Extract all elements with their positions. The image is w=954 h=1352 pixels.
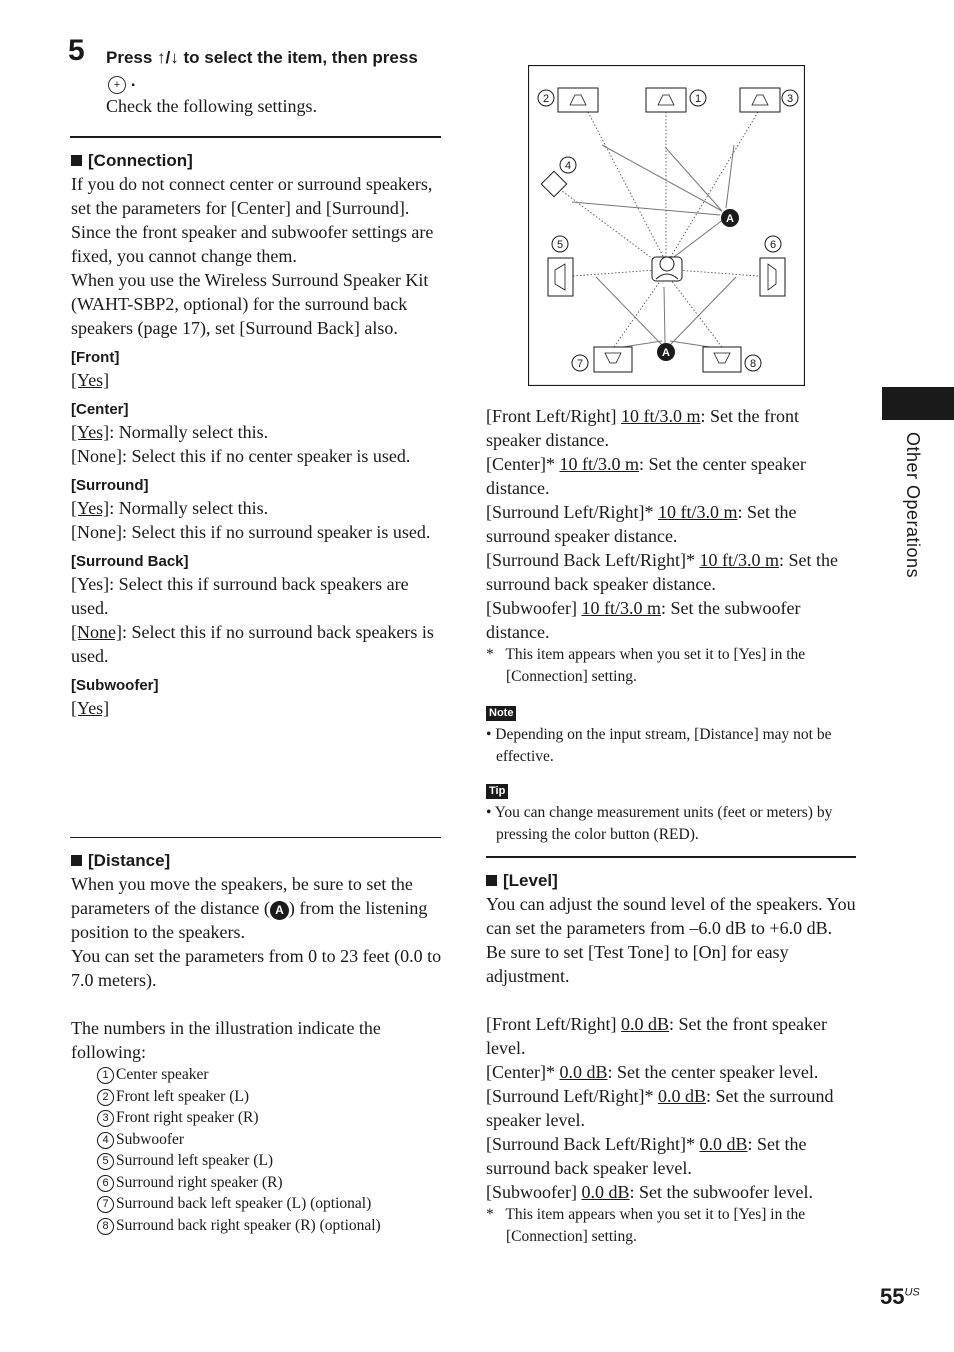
setting-label: [Front Left/Right] [486,406,621,426]
surround-none: [None]: Select this if no surround speaker is used. [71,522,431,542]
setting-description: : Set the center speaker level. [607,1062,819,1082]
front-label: [Front] [71,349,120,366]
distance-settings-list [486,404,856,644]
step-title-text: Press ↑/↓ to select the item, then press [106,48,418,67]
number-circle-icon: 6 [97,1175,114,1192]
number-circle-icon: 4 [97,1132,114,1149]
tip-text: • You can change measurement units (feet or meters) by pressing the color button (RED). [486,804,833,843]
diagram-label-8: 8 [749,358,757,370]
setting-description: : Set the subwoofer distance. [486,598,801,642]
note-text: • Depending on the input stream, [Distance] may not be effective. [486,726,832,765]
setting-default-value: 10 ft/3.0 m [657,502,738,522]
setting-label: [Center]* [486,454,560,474]
legend-item [97,1129,443,1151]
distance-para1-a: When you move the speakers, be sure to set the parameters of the distance ( [71,874,413,918]
page-suffix: US [904,1286,920,1299]
center-yes: [Yes] [71,422,110,442]
distance-heading [71,850,443,872]
speaker-diagram [528,65,805,386]
enter-button-icon: + [108,76,126,94]
center-speaker-icon [646,88,686,112]
connection-para1: If you do not connect center or surround speakers, set the parameters for [Center] and [Surround]. Since the front speaker and subwoofer settings are fixed, you cannot change them. [71,174,434,266]
legend-text: Front left speaker (L) [116,1087,249,1105]
legend-text: Surround right speaker (R) [116,1173,283,1191]
marker-a-icon: A [270,901,289,920]
footnote-mark: * [486,646,494,663]
setting-description: : Set the front speaker level. [486,1014,827,1058]
subwoofer-label: [Subwoofer] [71,677,159,694]
setting-description: : Set the front speaker distance. [486,406,799,450]
number-circle-icon: 5 [97,1153,114,1170]
listener-icon [652,257,682,281]
footnote-text: This item appears when you set it to [Yes] in the [Connection] setting. [505,1206,806,1245]
diagram-label-2: 2 [542,93,550,105]
setting-label: [Subwoofer] [486,1182,582,1202]
setting-line [486,500,856,548]
distance-para1-b: ) from the listening position to the speakers. [71,898,428,942]
legend-item [97,1172,443,1194]
setting-line [486,548,856,596]
surround-back-yes: [Yes]: Select this if surround back speakers are used. [71,574,409,618]
step-subtitle: Check the following settings. [106,96,317,116]
legend-text: Subwoofer [116,1130,185,1148]
surround-back-none: [None] [71,622,122,642]
front-right-speaker-icon [740,88,780,112]
surround-right-speaker-icon [760,258,785,296]
setting-default-value: 0.0 dB [581,1182,630,1202]
step-title-end: . [130,71,136,90]
surround-yes-desc: : Normally select this. [109,498,269,518]
setting-default-value: 10 ft/3.0 m [581,598,661,618]
legend-text: Surround back right speaker (R) (optional) [116,1216,381,1234]
legend-text: Front right speaker (R) [116,1109,259,1126]
front-yes: [Yes] [71,370,110,390]
step-title [106,46,446,94]
setting-description: : Set the center speaker distance. [486,454,806,498]
surround-back-none-desc: : Select this if no surround back speakers is used. [71,622,434,666]
setting-description: : Set the subwoofer level. [629,1182,813,1202]
setting-line [486,1084,856,1132]
setting-description: : Set the surround back speaker distance. [486,550,838,594]
center-none: [None]: Select this if no center speaker is used. [71,446,411,466]
square-bullet-icon [71,155,82,166]
note-label: Note [486,706,516,721]
square-bullet-icon [486,875,497,886]
divider [70,136,441,138]
distance-para3: The numbers in the illustration indicate the following: [71,1018,381,1062]
level-heading-text: [Level] [503,871,558,890]
surround-label: [Surround] [71,477,149,494]
distance-settings [486,404,856,687]
legend-item [97,1107,443,1129]
footnote-text: This item appears when you set it to [Yes] in the [Connection] setting. [505,646,806,685]
setting-default-value: 10 ft/3.0 m [559,454,639,474]
level-footnote [486,1204,856,1247]
distance-para2: You can set the parameters from 0 to 23 feet (0.0 to 7.0 meters). [71,946,442,990]
level-heading [486,870,856,892]
legend-item [97,1086,443,1108]
setting-default-value: 0.0 dB [699,1134,748,1154]
surround-back-right-speaker-icon [703,347,741,372]
legend-item [97,1150,443,1172]
setting-default-value: 0.0 dB [620,1014,669,1034]
setting-label: [Surround Left/Right]* [486,1086,658,1106]
setting-description: : Set the surround back speaker level. [486,1134,807,1178]
square-bullet-icon [71,855,82,866]
distance-para1 [71,872,443,944]
legend-item [97,1193,443,1215]
legend-text: Surround back left speaker (L) (optional) [116,1195,372,1212]
setting-label: [Front Left/Right] [486,1014,621,1034]
tip-block [486,781,856,845]
diagram-label-7: 7 [576,358,584,370]
surround-left-speaker-icon [548,258,573,296]
page-number [880,1284,920,1310]
note-block [486,703,856,767]
setting-label: [Surround Back Left/Right]* [486,1134,700,1154]
divider [486,856,856,858]
distance-section [71,850,443,1236]
setting-description: : Set the surround speaker level. [486,1086,834,1130]
number-circle-icon: 7 [97,1196,114,1213]
tip-label: Tip [486,784,508,799]
level-para1: You can adjust the sound level of the speakers. You can set the parameters from –6.0 dB to +6.0 dB. Be sure to set [Test Tone] to [On] for easy adjustment. [486,894,856,986]
setting-label: [Surround Back Left/Right]* [486,550,700,570]
surround-back-label: [Surround Back] [71,553,189,570]
connection-section [71,150,443,720]
setting-label: [Surround Left/Right]* [486,502,658,522]
speaker-legend [97,1064,443,1236]
legend-text: Surround left speaker (L) [116,1152,274,1169]
level-settings-list [486,1012,856,1204]
setting-line [486,596,856,644]
section-tab-label: Other Operations [903,432,923,579]
diagram-label-3: 3 [786,93,794,105]
legend-text: Center speaker [116,1066,209,1083]
number-circle-icon: 3 [97,1110,114,1127]
center-label: [Center] [71,401,129,418]
speaker-diagram-svg [528,65,805,386]
setting-line [486,452,856,500]
number-circle-icon: 2 [97,1089,114,1106]
setting-default-value: 0.0 dB [657,1086,706,1106]
legend-item [97,1215,443,1237]
legend-item [97,1064,443,1086]
setting-line [486,1132,856,1180]
diagram-label-5: 5 [556,239,564,251]
step-number: 5 [68,34,85,67]
setting-label: [Center]* [486,1062,560,1082]
divider [70,837,441,838]
surround-back-left-speaker-icon [594,347,632,372]
setting-line [486,404,856,452]
distance-heading-text: [Distance] [88,851,171,870]
connection-heading [71,150,443,172]
diagram-marker-a-top: A [726,213,734,225]
front-left-speaker-icon [558,88,598,112]
distance-footnote [486,644,856,687]
setting-default-value: 10 ft/3.0 m [699,550,779,570]
connection-heading-text: [Connection] [88,151,193,170]
setting-default-value: 0.0 dB [559,1062,608,1082]
footnote-mark: * [486,1206,494,1223]
setting-label: [Subwoofer] [486,598,582,618]
surround-yes: [Yes] [71,498,110,518]
level-section [486,870,856,1247]
center-yes-desc: : Normally select this. [109,422,269,442]
connection-para2: When you use the Wireless Surround Speaker Kit (WAHT-SBP2, optional) for the surround back speakers (page 17), set [Surround Back] also. [71,270,429,338]
diagram-label-4: 4 [564,160,572,172]
page-number-text: 55 [880,1284,905,1309]
diagram-marker-a-bottom: A [662,347,670,359]
subwoofer-yes: [Yes] [71,698,110,718]
diagram-label-6: 6 [769,239,777,251]
diagram-label-1: 1 [694,93,702,105]
setting-line [486,1012,856,1060]
setting-description: : Set the surround speaker distance. [486,502,797,546]
setting-line [486,1060,856,1084]
section-tab [882,387,954,420]
setting-line [486,1180,856,1204]
number-circle-icon: 1 [97,1067,114,1084]
number-circle-icon: 8 [97,1218,114,1235]
setting-default-value: 10 ft/3.0 m [620,406,701,426]
